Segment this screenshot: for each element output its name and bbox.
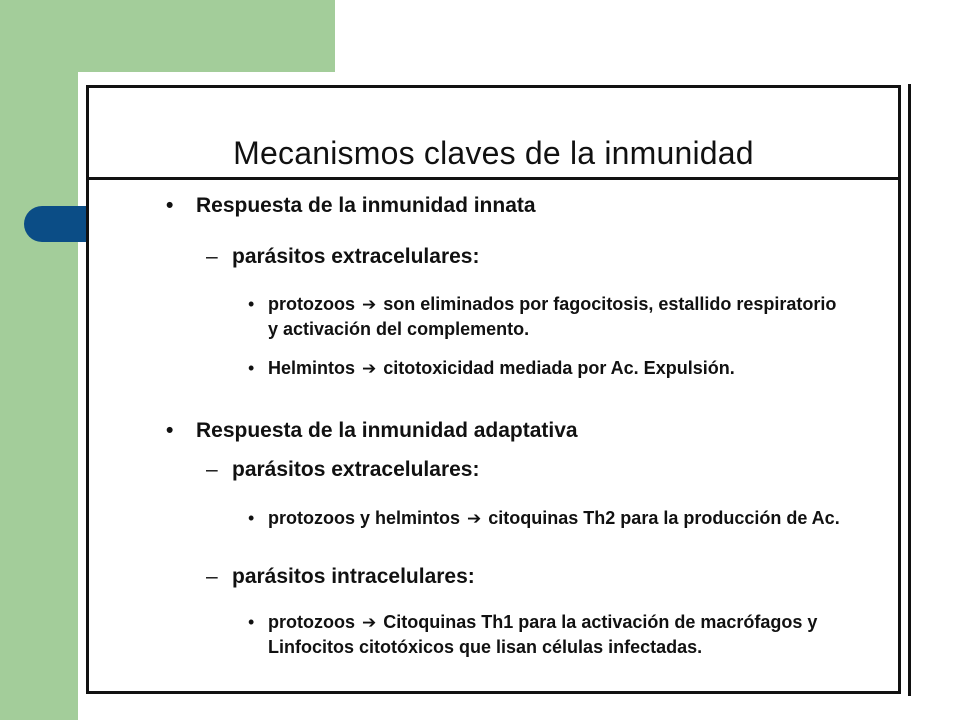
section-heading-text: Respuesta de la inmunidad adaptativa (196, 419, 578, 442)
item-before-text: Helmintos (268, 358, 356, 378)
sub-bullet-icon: • (248, 508, 255, 528)
item-protozoos-intracelulares (248, 610, 848, 660)
dash-icon: – (206, 245, 218, 268)
arrow-right-icon: ➔ (362, 359, 377, 378)
group-label-intracelulares: – parásitos intracelulares: (206, 565, 475, 588)
group-label-text: parásitos extracelulares (232, 245, 473, 268)
title-area (89, 88, 898, 180)
section-heading-adaptativa (166, 419, 578, 443)
group-label-extracelulares-2: – parásitos extracelulares: (206, 458, 480, 481)
item-protozoos-innata (248, 292, 848, 342)
item-after-text: citotoxicidad mediada por Ac. Expulsión. (383, 358, 735, 378)
group-label-extracelulares-1: – parásitos extracelulares: (206, 245, 480, 268)
arrow-right-icon: ➔ (362, 613, 377, 632)
slide-title: Mecanismos claves de la inmunidad (233, 135, 754, 171)
arrow-right-icon: ➔ (362, 295, 377, 314)
item-after-text: son eliminados por fagocitosis, estallido respiratorio y activación del complemento. (268, 294, 837, 339)
sub-bullet-icon: • (248, 612, 255, 632)
green-decor-left (0, 72, 78, 720)
sub-bullet-icon: • (248, 294, 255, 314)
item-before-text: protozoos (268, 612, 355, 632)
item-before-text: protozoos (268, 294, 355, 314)
section-heading-innata (166, 194, 536, 218)
bullet-icon: • (166, 194, 174, 217)
item-protozoos-helmintos-adaptativa (248, 506, 848, 531)
item-helmintos-innata (248, 356, 848, 381)
right-border-line (908, 84, 911, 696)
dash-icon: – (206, 565, 218, 588)
section-heading-text: Respuesta de la inmunidad innata (196, 194, 536, 217)
blue-pill-decor (24, 206, 88, 242)
group-label-text: parásitos intracelulares (232, 565, 468, 588)
item-before-text: protozoos y helmintos (268, 508, 461, 528)
bullet-icon: • (166, 419, 174, 442)
item-after-text: citoquinas Th2 para la producción de Ac. (488, 508, 840, 528)
sub-bullet-icon: • (248, 358, 255, 378)
slide-frame (86, 85, 901, 694)
arrow-right-icon: ➔ (467, 509, 482, 528)
green-decor-top (0, 0, 335, 72)
group-label-text: parásitos extracelulares (232, 458, 473, 481)
item-after-text: Citoquinas Th1 para la activación de macrófagos y Linfocitos citotóxicos que lisan células infectadas. (268, 612, 818, 657)
dash-icon: – (206, 458, 218, 481)
